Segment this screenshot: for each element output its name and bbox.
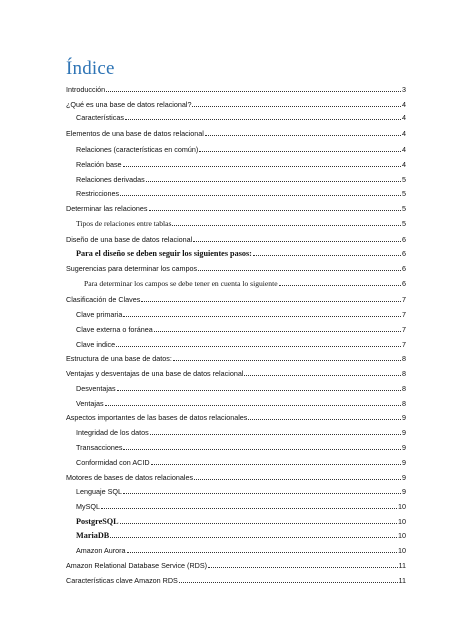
dot-leader [244, 368, 401, 376]
toc-entry[interactable] [76, 144, 406, 156]
toc-entry[interactable] [66, 263, 406, 275]
toc-entry-label: Características [76, 113, 124, 122]
dot-leader [179, 575, 398, 583]
toc-entry[interactable] [76, 218, 406, 230]
toc-entry-page: 8 [402, 354, 406, 363]
dot-leader [279, 278, 401, 286]
toc-entry[interactable] [66, 560, 406, 572]
toc-entry-page: 11 [398, 576, 406, 585]
toc-entry-page: 6 [402, 279, 406, 288]
toc-entry-page: 8 [402, 384, 406, 393]
toc-entry-label: Tipos de relaciones entre tablas [76, 219, 172, 228]
toc-entry-label: Introducción [66, 85, 106, 94]
toc-entry-page: 7 [402, 310, 406, 319]
dot-leader [123, 309, 401, 317]
toc-entry-label: Relación base [76, 160, 122, 169]
toc-entry-label: Amazon Aurora [76, 546, 126, 555]
toc-entry[interactable] [66, 368, 406, 380]
toc-entry-page: 8 [402, 399, 406, 408]
toc-entry[interactable] [76, 427, 406, 439]
toc-entry[interactable] [66, 203, 406, 215]
toc-entry[interactable] [76, 159, 406, 171]
dot-leader [123, 159, 401, 167]
toc-entry-page: 5 [402, 189, 406, 198]
toc-entry-label: Diseño de una base de datos relacional [66, 235, 193, 244]
toc-entry-label: Clave primaria [76, 310, 123, 319]
toc-entry-page: 10 [398, 546, 406, 555]
toc-entry[interactable] [76, 324, 406, 336]
toc-entry-page: 9 [402, 458, 406, 467]
toc-title: Índice [66, 58, 115, 79]
toc-entry[interactable] [76, 398, 406, 410]
toc-entry-label: Características clave Amazon RDS [66, 576, 178, 585]
dot-leader [253, 248, 401, 256]
dot-leader [173, 353, 401, 361]
toc-entry-page: 7 [402, 295, 406, 304]
dot-leader [110, 530, 397, 538]
dot-leader [154, 324, 401, 332]
dot-leader [116, 339, 401, 347]
dot-leader [120, 188, 401, 196]
toc-entry[interactable] [76, 530, 406, 542]
toc-entry-label: Desventajas [76, 384, 116, 393]
dot-leader [208, 560, 398, 568]
toc-entry-label: Para determinar los campos se debe tener en cuenta lo siguiente [84, 279, 278, 288]
toc-entry-page: 11 [398, 561, 406, 570]
toc-entry-page: 5 [402, 175, 406, 184]
toc-entry-page: 8 [402, 369, 406, 378]
toc-entry[interactable] [66, 412, 406, 424]
toc-entry-page: 4 [402, 145, 406, 154]
dot-leader [172, 218, 401, 226]
toc-entry-label: Relaciones (características en común) [76, 145, 199, 154]
toc-entry[interactable] [76, 516, 406, 528]
toc-entry[interactable] [66, 472, 406, 484]
toc-entry-label: MariaDB [76, 531, 110, 540]
toc-entry[interactable] [76, 112, 406, 124]
toc-entry-page: 5 [402, 204, 406, 213]
dot-leader [146, 174, 401, 182]
toc-entry[interactable] [76, 486, 406, 498]
toc-entry-label: MySQL [76, 502, 100, 511]
toc-entry-page: 4 [402, 100, 406, 109]
toc-entry[interactable] [66, 234, 406, 246]
toc-entry[interactable] [66, 128, 406, 140]
dot-leader [106, 84, 401, 92]
toc-entry-page: 5 [402, 219, 406, 228]
toc-entry-page: 10 [398, 517, 406, 526]
toc-entry-page: 9 [402, 413, 406, 422]
toc-entry-label: Clave externa o foránea [76, 325, 153, 334]
dot-leader [192, 99, 401, 107]
toc-entry[interactable] [76, 309, 406, 321]
dot-leader [198, 263, 401, 271]
dot-leader [123, 442, 401, 450]
toc-entry-page: 9 [402, 487, 406, 496]
toc-entry-label: Restricciones [76, 189, 120, 198]
toc-entry-label: Sugerencias para determinar los campos [66, 264, 198, 273]
toc-entry[interactable] [66, 353, 406, 365]
toc-entry-page: 3 [402, 85, 406, 94]
toc-entry-label: Clasificación de Claves [66, 295, 141, 304]
toc-entry-label: Conformidad con ACID [76, 458, 150, 467]
toc-entry-label: PostgreSQL [76, 517, 119, 526]
toc-entry-label: Determinar las relaciones [66, 204, 148, 213]
toc-entry-label: Estructura de una base de datos: [66, 354, 172, 363]
toc-entry-page: 4 [402, 160, 406, 169]
dot-leader [120, 516, 397, 524]
toc-entry[interactable] [66, 99, 406, 111]
toc-entry[interactable] [84, 278, 406, 290]
toc-entry[interactable] [76, 501, 406, 513]
toc-entry-page: 10 [398, 502, 406, 511]
toc-entry[interactable] [76, 188, 406, 200]
toc-entry-page: 4 [402, 113, 406, 122]
toc-entry-page: 4 [402, 129, 406, 138]
toc-entry-label: Motores de bases de datos relacionales [66, 473, 194, 482]
toc-entry-label: Clave indice [76, 340, 116, 349]
toc-entry[interactable] [76, 383, 406, 395]
toc-entry-page: 6 [402, 264, 406, 273]
dot-leader [127, 545, 397, 553]
toc-entry-page: 9 [402, 443, 406, 452]
toc-entry-label: Lenguaje SQL [76, 487, 122, 496]
toc-entry-page: 6 [402, 235, 406, 244]
toc-entry-page: 6 [402, 249, 406, 258]
dot-leader [105, 398, 401, 406]
dot-leader [125, 112, 401, 120]
toc-entry[interactable] [66, 575, 406, 587]
toc-entry-page: 7 [402, 325, 406, 334]
dot-leader [101, 501, 397, 509]
toc-entry[interactable] [76, 248, 406, 260]
toc-entry-label: Elementos de una base de datos relacional [66, 129, 204, 138]
dot-leader [194, 472, 401, 480]
toc-entry-page: 7 [402, 340, 406, 349]
dot-leader [149, 203, 402, 211]
dot-leader [205, 128, 401, 136]
toc-entry-label: Integridad de los datos [76, 428, 149, 437]
toc-entry-label: Ventajas y desventajas de una base de datos relacional [66, 369, 244, 378]
toc-entry[interactable] [66, 84, 406, 96]
dot-leader [248, 412, 401, 420]
toc-entry[interactable] [66, 294, 406, 306]
toc-entry-page: 9 [402, 473, 406, 482]
toc-entry-label: Ventajas [76, 399, 104, 408]
toc-entry-label: Transacciones [76, 443, 123, 452]
toc-entry-label: Para el diseño se deben seguir los siguientes pasos: [76, 249, 252, 258]
toc-entry[interactable] [76, 457, 406, 469]
toc-entry-label: ¿Qué es una base de datos relacional? [66, 100, 192, 109]
dot-leader [150, 427, 401, 435]
dot-leader [193, 234, 401, 242]
dot-leader [199, 144, 401, 152]
toc-entry[interactable] [76, 545, 406, 557]
dot-leader [123, 486, 401, 494]
toc-entry-page: 9 [402, 428, 406, 437]
toc-entry-label: Aspectos importantes de las bases de datos relacionales [66, 413, 248, 422]
dot-leader [151, 457, 401, 465]
toc-entry[interactable] [76, 174, 406, 186]
dot-leader [117, 383, 401, 391]
toc-entry-page: 10 [398, 531, 406, 540]
dot-leader [141, 294, 401, 302]
toc-entry[interactable] [76, 339, 406, 351]
toc-entry-label: Amazon Relational Database Service (RDS) [66, 561, 208, 570]
toc-entry-label: Relaciones derivadas [76, 175, 145, 184]
toc-entry[interactable] [76, 442, 406, 454]
